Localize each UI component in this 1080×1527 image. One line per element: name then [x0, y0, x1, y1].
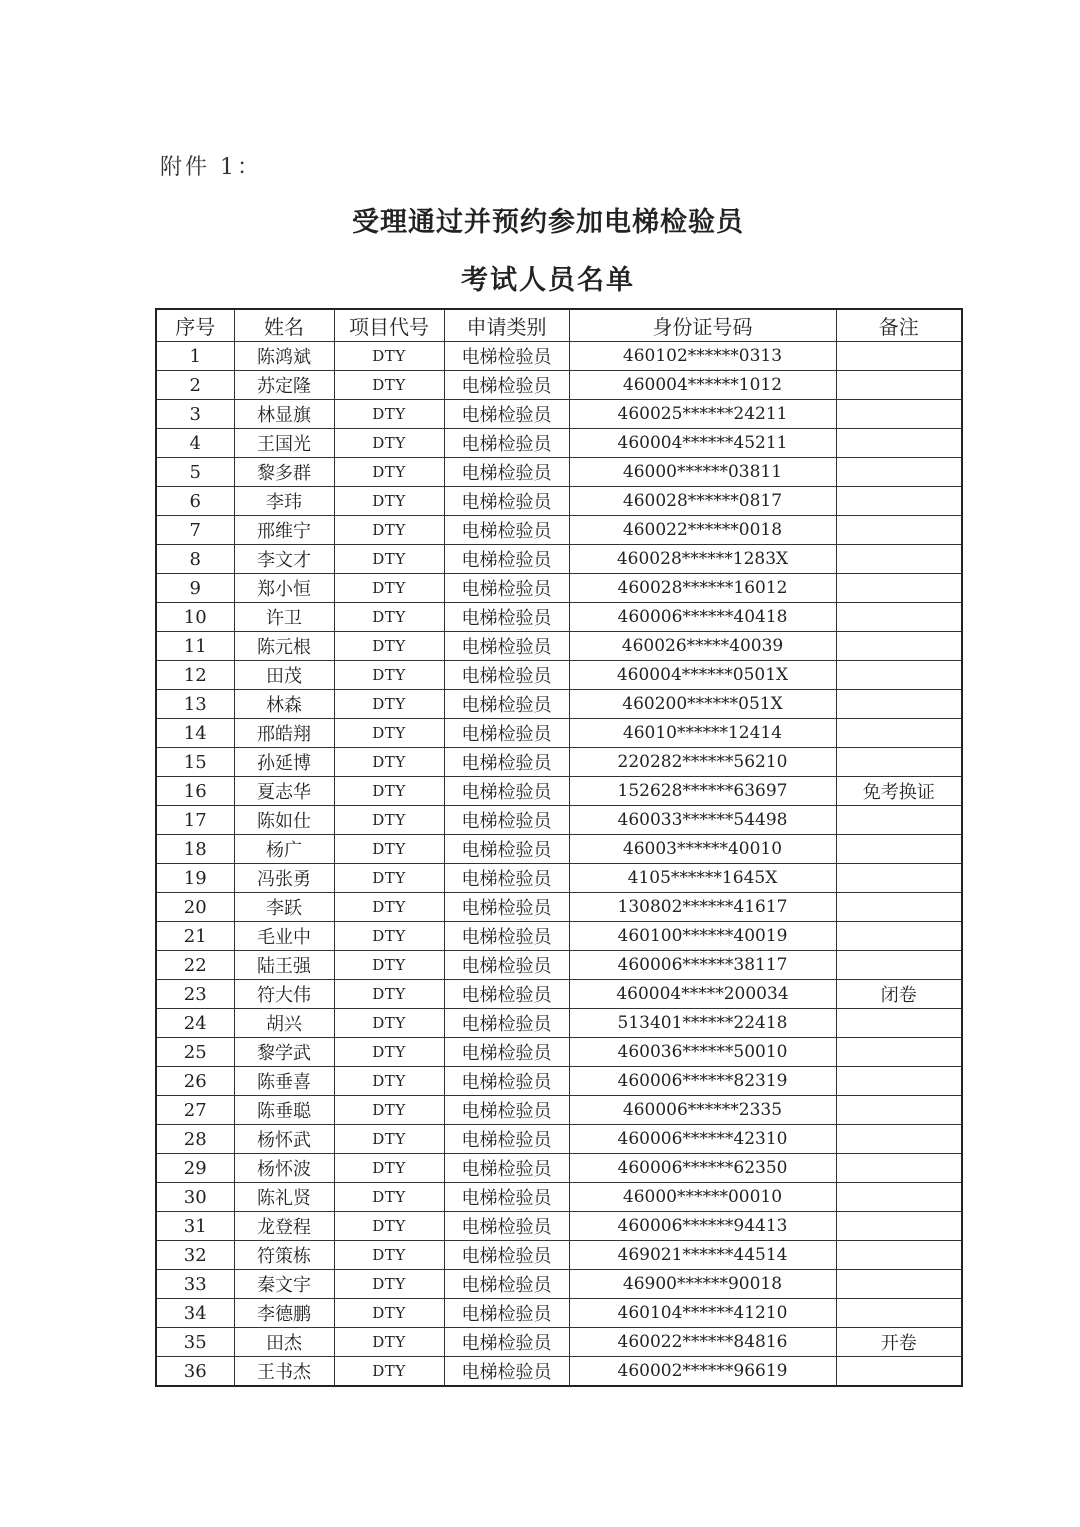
- application-category: 电梯检验员: [444, 545, 569, 574]
- project-code: DTY: [334, 980, 444, 1009]
- row-index: 32: [156, 1241, 234, 1270]
- row-index: 18: [156, 835, 234, 864]
- project-code: DTY: [334, 835, 444, 864]
- row-index: 6: [156, 487, 234, 516]
- id-number: 460004******45211: [569, 429, 836, 458]
- project-code: DTY: [334, 1009, 444, 1038]
- row-index: 27: [156, 1096, 234, 1125]
- id-number: 460006******2335: [569, 1096, 836, 1125]
- table-row: [156, 574, 962, 603]
- project-code: DTY: [334, 371, 444, 400]
- remarks: [836, 516, 962, 545]
- id-number: 460104******41210: [569, 1299, 836, 1328]
- application-category: 电梯检验员: [444, 1096, 569, 1125]
- project-code: DTY: [334, 1125, 444, 1154]
- project-code: DTY: [334, 661, 444, 690]
- examinee-name: 田茂: [234, 661, 334, 690]
- application-category: 电梯检验员: [444, 487, 569, 516]
- column-header-project-code: 项目代号: [334, 309, 444, 342]
- application-category: 电梯检验员: [444, 1183, 569, 1212]
- project-code: DTY: [334, 342, 444, 371]
- id-number: 152628******63697: [569, 777, 836, 806]
- row-index: 20: [156, 893, 234, 922]
- row-index: 4: [156, 429, 234, 458]
- table-row: [156, 893, 962, 922]
- row-index: 26: [156, 1067, 234, 1096]
- row-index: 34: [156, 1299, 234, 1328]
- id-number: 460102******0313: [569, 342, 836, 371]
- id-number: 460006******38117: [569, 951, 836, 980]
- application-category: 电梯检验员: [444, 458, 569, 487]
- table-row: [156, 429, 962, 458]
- id-number: 4105******1645X: [569, 864, 836, 893]
- project-code: DTY: [334, 603, 444, 632]
- project-code: DTY: [334, 922, 444, 951]
- row-index: 24: [156, 1009, 234, 1038]
- row-index: 28: [156, 1125, 234, 1154]
- id-number: 46000******00010: [569, 1183, 836, 1212]
- remarks: [836, 1154, 962, 1183]
- id-number: 460002******96619: [569, 1357, 836, 1387]
- examinee-name: 符策栋: [234, 1241, 334, 1270]
- remarks: [836, 1096, 962, 1125]
- remarks: [836, 690, 962, 719]
- table-row: [156, 1154, 962, 1183]
- application-category: 电梯检验员: [444, 400, 569, 429]
- row-index: 13: [156, 690, 234, 719]
- table-row: [156, 342, 962, 371]
- id-number: 46900******90018: [569, 1270, 836, 1299]
- examinee-name: 邢维宁: [234, 516, 334, 545]
- examinee-name: 郑小恒: [234, 574, 334, 603]
- remarks: [836, 1125, 962, 1154]
- table-row: [156, 632, 962, 661]
- table-row: [156, 661, 962, 690]
- remarks: [836, 951, 962, 980]
- id-number: 460006******40418: [569, 603, 836, 632]
- id-number: 460033******54498: [569, 806, 836, 835]
- table-row: [156, 922, 962, 951]
- project-code: DTY: [334, 1212, 444, 1241]
- table-row: [156, 1067, 962, 1096]
- row-index: 29: [156, 1154, 234, 1183]
- remarks: [836, 429, 962, 458]
- table-row: [156, 400, 962, 429]
- table-row: [156, 719, 962, 748]
- remarks: 免考换证: [836, 777, 962, 806]
- application-category: 电梯检验员: [444, 690, 569, 719]
- remarks: [836, 1241, 962, 1270]
- table-row: [156, 864, 962, 893]
- examinee-name: 陈鸿斌: [234, 342, 334, 371]
- application-category: 电梯检验员: [444, 516, 569, 545]
- project-code: DTY: [334, 777, 444, 806]
- remarks: [836, 893, 962, 922]
- id-number: 460006******82319: [569, 1067, 836, 1096]
- application-category: 电梯检验员: [444, 1009, 569, 1038]
- examinee-name: 李玮: [234, 487, 334, 516]
- row-index: 22: [156, 951, 234, 980]
- project-code: DTY: [334, 806, 444, 835]
- examinee-name: 李德鹏: [234, 1299, 334, 1328]
- row-index: 33: [156, 1270, 234, 1299]
- project-code: DTY: [334, 400, 444, 429]
- row-index: 23: [156, 980, 234, 1009]
- table-header-row: [156, 309, 962, 342]
- row-index: 35: [156, 1328, 234, 1357]
- remarks: [836, 603, 962, 632]
- remarks: [836, 1038, 962, 1067]
- row-index: 16: [156, 777, 234, 806]
- application-category: 电梯检验员: [444, 835, 569, 864]
- id-number: 460004******1012: [569, 371, 836, 400]
- remarks: [836, 719, 962, 748]
- remarks: [836, 835, 962, 864]
- id-number: 460100******40019: [569, 922, 836, 951]
- project-code: DTY: [334, 1154, 444, 1183]
- table-row: [156, 1241, 962, 1270]
- row-index: 11: [156, 632, 234, 661]
- project-code: DTY: [334, 951, 444, 980]
- application-category: 电梯检验员: [444, 748, 569, 777]
- remarks: [836, 342, 962, 371]
- remarks: [836, 371, 962, 400]
- table-row: [156, 1328, 962, 1357]
- remarks: [836, 458, 962, 487]
- application-category: 电梯检验员: [444, 864, 569, 893]
- application-category: 电梯检验员: [444, 661, 569, 690]
- examinee-name: 陆王强: [234, 951, 334, 980]
- row-index: 25: [156, 1038, 234, 1067]
- row-index: 2: [156, 371, 234, 400]
- id-number: 130802******41617: [569, 893, 836, 922]
- table-row: [156, 1096, 962, 1125]
- table-row: [156, 951, 962, 980]
- project-code: DTY: [334, 1067, 444, 1096]
- examinee-table: [155, 308, 963, 1387]
- id-number: 460200******051X: [569, 690, 836, 719]
- remarks: [836, 1357, 962, 1387]
- column-header-remarks: 备注: [836, 309, 962, 342]
- row-index: 10: [156, 603, 234, 632]
- table-row: [156, 603, 962, 632]
- project-code: DTY: [334, 1038, 444, 1067]
- examinee-name: 林显旗: [234, 400, 334, 429]
- row-index: 12: [156, 661, 234, 690]
- application-category: 电梯检验员: [444, 1328, 569, 1357]
- examinee-name: 王书杰: [234, 1357, 334, 1387]
- project-code: DTY: [334, 893, 444, 922]
- remarks: [836, 1009, 962, 1038]
- id-number: 46003******40010: [569, 835, 836, 864]
- remarks: [836, 632, 962, 661]
- row-index: 14: [156, 719, 234, 748]
- id-number: 460026*****40039: [569, 632, 836, 661]
- project-code: DTY: [334, 632, 444, 661]
- examinee-name: 胡兴: [234, 1009, 334, 1038]
- examinee-name: 秦文宇: [234, 1270, 334, 1299]
- examinee-name: 毛业中: [234, 922, 334, 951]
- id-number: 46010******12414: [569, 719, 836, 748]
- project-code: DTY: [334, 429, 444, 458]
- examinee-name: 苏定隆: [234, 371, 334, 400]
- examinee-name: 李文才: [234, 545, 334, 574]
- remarks: [836, 545, 962, 574]
- examinee-name: 杨怀波: [234, 1154, 334, 1183]
- examinee-name: 冯张勇: [234, 864, 334, 893]
- id-number: 460004*****200034: [569, 980, 836, 1009]
- id-number: 460028******1283X: [569, 545, 836, 574]
- row-index: 9: [156, 574, 234, 603]
- remarks: [836, 1299, 962, 1328]
- row-index: 31: [156, 1212, 234, 1241]
- table-row: [156, 748, 962, 777]
- table-row: [156, 1270, 962, 1299]
- application-category: 电梯检验员: [444, 1154, 569, 1183]
- id-number: 220282******56210: [569, 748, 836, 777]
- application-category: 电梯检验员: [444, 1241, 569, 1270]
- table-row: [156, 545, 962, 574]
- table-row: [156, 690, 962, 719]
- remarks: [836, 1183, 962, 1212]
- id-number: 460004******0501X: [569, 661, 836, 690]
- row-index: 5: [156, 458, 234, 487]
- application-category: 电梯检验员: [444, 777, 569, 806]
- remarks: [836, 1067, 962, 1096]
- remarks: [836, 400, 962, 429]
- examinee-name: 黎多群: [234, 458, 334, 487]
- examinee-name: 黎学武: [234, 1038, 334, 1067]
- id-number: 460006******62350: [569, 1154, 836, 1183]
- table-row: [156, 1038, 962, 1067]
- id-number: 460006******94413: [569, 1212, 836, 1241]
- application-category: 电梯检验员: [444, 429, 569, 458]
- table-body: [156, 342, 962, 1387]
- application-category: 电梯检验员: [444, 980, 569, 1009]
- column-header-index: 序号: [156, 309, 234, 342]
- row-index: 7: [156, 516, 234, 545]
- table-row: [156, 1183, 962, 1212]
- examinee-name: 李跃: [234, 893, 334, 922]
- id-number: 513401******22418: [569, 1009, 836, 1038]
- application-category: 电梯检验员: [444, 806, 569, 835]
- column-header-category: 申请类别: [444, 309, 569, 342]
- examinee-name: 林森: [234, 690, 334, 719]
- application-category: 电梯检验员: [444, 1270, 569, 1299]
- examinee-name: 田杰: [234, 1328, 334, 1357]
- column-header-name: 姓名: [234, 309, 334, 342]
- id-number: 460025******24211: [569, 400, 836, 429]
- examinee-name: 陈礼贤: [234, 1183, 334, 1212]
- row-index: 30: [156, 1183, 234, 1212]
- application-category: 电梯检验员: [444, 951, 569, 980]
- id-number: 460022******0018: [569, 516, 836, 545]
- project-code: DTY: [334, 1299, 444, 1328]
- application-category: 电梯检验员: [444, 1125, 569, 1154]
- examinee-name: 符大伟: [234, 980, 334, 1009]
- id-number: 460006******42310: [569, 1125, 836, 1154]
- remarks: [836, 864, 962, 893]
- remarks: [836, 574, 962, 603]
- row-index: 1: [156, 342, 234, 371]
- row-index: 8: [156, 545, 234, 574]
- project-code: DTY: [334, 487, 444, 516]
- project-code: DTY: [334, 516, 444, 545]
- remarks: [836, 1212, 962, 1241]
- column-header-id-number: 身份证号码: [569, 309, 836, 342]
- id-number: 469021******44514: [569, 1241, 836, 1270]
- examinee-name: 龙登程: [234, 1212, 334, 1241]
- table-row: [156, 835, 962, 864]
- project-code: DTY: [334, 1241, 444, 1270]
- remarks: 闭卷: [836, 980, 962, 1009]
- examinee-name: 陈垂聪: [234, 1096, 334, 1125]
- row-index: 36: [156, 1357, 234, 1387]
- document-title: 受理通过并预约参加电梯检验员: [352, 207, 744, 238]
- application-category: 电梯检验员: [444, 371, 569, 400]
- project-code: DTY: [334, 1357, 444, 1387]
- application-category: 电梯检验员: [444, 1357, 569, 1387]
- examinee-name: 孙延博: [234, 748, 334, 777]
- table-row: [156, 806, 962, 835]
- row-index: 3: [156, 400, 234, 429]
- application-category: 电梯检验员: [444, 922, 569, 951]
- remarks: [836, 922, 962, 951]
- table-row: [156, 1212, 962, 1241]
- application-category: 电梯检验员: [444, 719, 569, 748]
- project-code: DTY: [334, 1096, 444, 1125]
- examinee-name: 夏志华: [234, 777, 334, 806]
- application-category: 电梯检验员: [444, 574, 569, 603]
- examinee-name: 杨怀武: [234, 1125, 334, 1154]
- application-category: 电梯检验员: [444, 1212, 569, 1241]
- row-index: 17: [156, 806, 234, 835]
- project-code: DTY: [334, 545, 444, 574]
- table-row: [156, 1125, 962, 1154]
- project-code: DTY: [334, 748, 444, 777]
- examinee-name: 陈垂喜: [234, 1067, 334, 1096]
- project-code: DTY: [334, 719, 444, 748]
- row-index: 21: [156, 922, 234, 951]
- application-category: 电梯检验员: [444, 1067, 569, 1096]
- remarks: [836, 748, 962, 777]
- table-row: [156, 458, 962, 487]
- table-row: [156, 487, 962, 516]
- id-number: 46000******03811: [569, 458, 836, 487]
- remarks: [836, 806, 962, 835]
- application-category: 电梯检验员: [444, 342, 569, 371]
- examinee-name: 邢皓翔: [234, 719, 334, 748]
- document-subtitle: 考试人员名单: [461, 265, 635, 296]
- project-code: DTY: [334, 1270, 444, 1299]
- table-row: [156, 1357, 962, 1387]
- table-row: [156, 980, 962, 1009]
- attachment-label: 附件 1：: [160, 155, 262, 180]
- project-code: DTY: [334, 458, 444, 487]
- table-row: [156, 371, 962, 400]
- application-category: 电梯检验员: [444, 1299, 569, 1328]
- remarks: [836, 661, 962, 690]
- row-index: 15: [156, 748, 234, 777]
- application-category: 电梯检验员: [444, 603, 569, 632]
- project-code: DTY: [334, 1328, 444, 1357]
- id-number: 460036******50010: [569, 1038, 836, 1067]
- table-row: [156, 516, 962, 545]
- examinee-name: 陈元根: [234, 632, 334, 661]
- project-code: DTY: [334, 690, 444, 719]
- remarks: [836, 1270, 962, 1299]
- table-row: [156, 1009, 962, 1038]
- application-category: 电梯检验员: [444, 1038, 569, 1067]
- project-code: DTY: [334, 864, 444, 893]
- examinee-name: 许卫: [234, 603, 334, 632]
- project-code: DTY: [334, 574, 444, 603]
- remarks: 开卷: [836, 1328, 962, 1357]
- remarks: [836, 487, 962, 516]
- id-number: 460022******84816: [569, 1328, 836, 1357]
- application-category: 电梯检验员: [444, 632, 569, 661]
- examinee-name: 杨广: [234, 835, 334, 864]
- row-index: 19: [156, 864, 234, 893]
- project-code: DTY: [334, 1183, 444, 1212]
- application-category: 电梯检验员: [444, 893, 569, 922]
- table-row: [156, 777, 962, 806]
- id-number: 460028******16012: [569, 574, 836, 603]
- table-row: [156, 1299, 962, 1328]
- examinee-name: 陈如仕: [234, 806, 334, 835]
- id-number: 460028******0817: [569, 487, 836, 516]
- examinee-name: 王国光: [234, 429, 334, 458]
